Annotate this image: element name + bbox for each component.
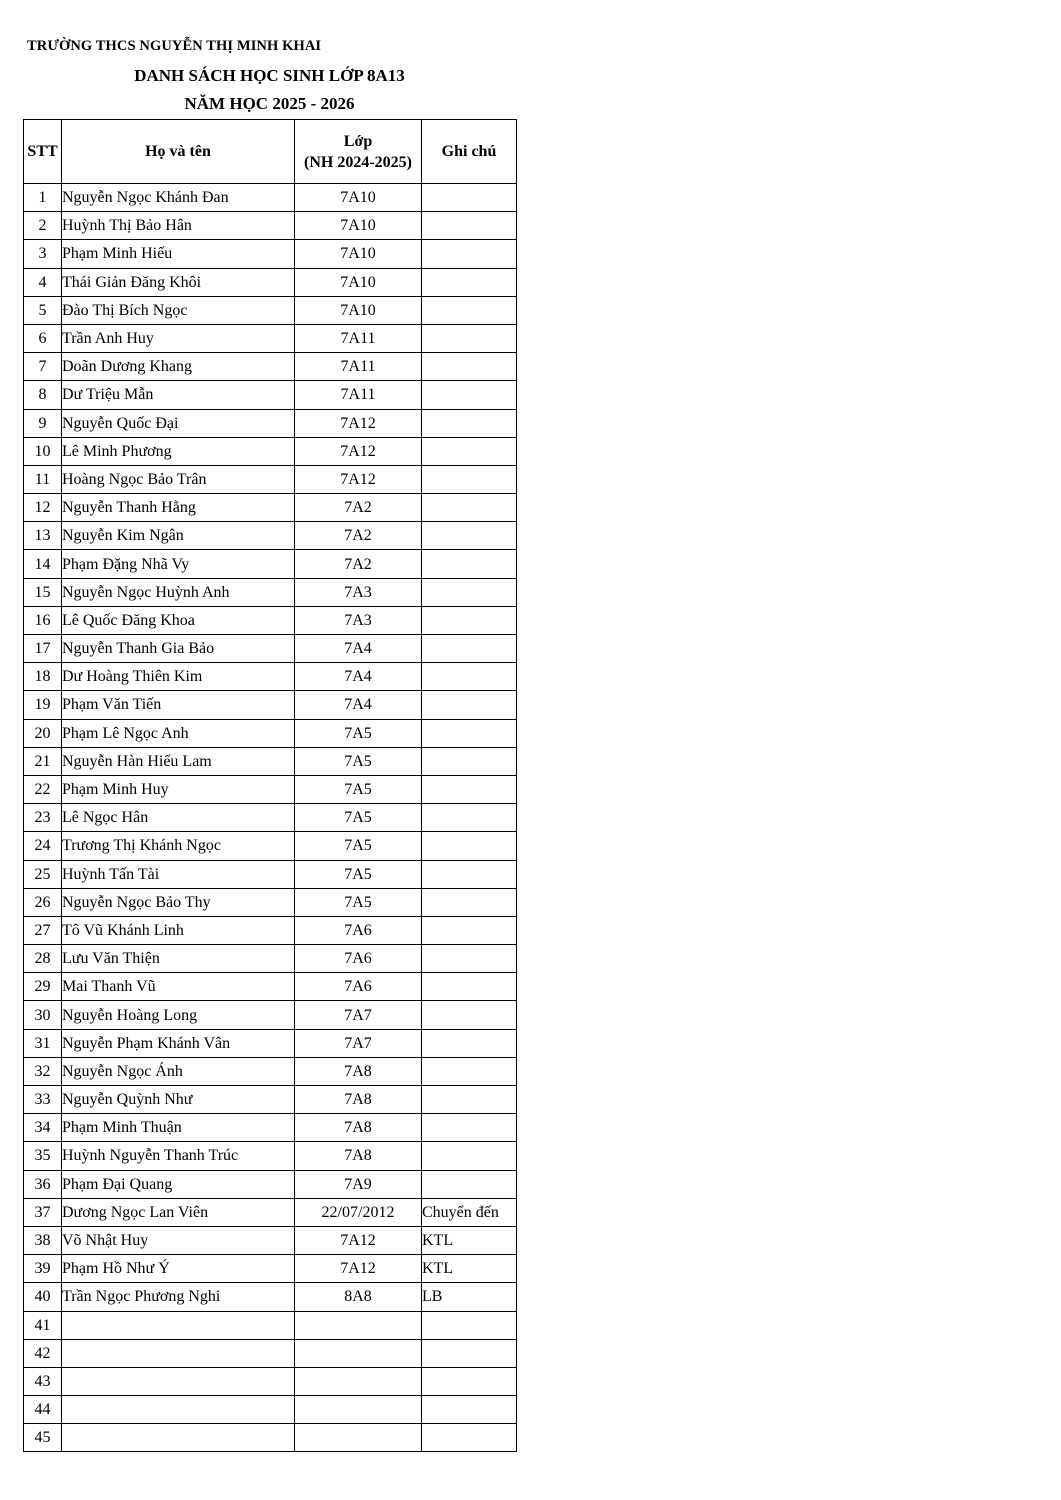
cell-class: 7A8	[295, 1057, 422, 1085]
cell-stt: 23	[24, 804, 62, 832]
table-row	[24, 1057, 517, 1085]
cell-name: Lê Ngọc Hân	[62, 804, 295, 832]
cell-name: Phạm Văn Tiến	[62, 691, 295, 719]
cell-stt: 32	[24, 1057, 62, 1085]
cell-stt: 30	[24, 1001, 62, 1029]
cell-name: Thái Giản Đăng Khôi	[62, 268, 295, 296]
cell-name: Phạm Minh Thuận	[62, 1114, 295, 1142]
cell-stt: 12	[24, 494, 62, 522]
cell-stt: 20	[24, 719, 62, 747]
cell-stt: 18	[24, 663, 62, 691]
table-row	[24, 353, 517, 381]
cell-note	[422, 184, 517, 212]
table-row	[24, 1226, 517, 1254]
cell-stt: 35	[24, 1142, 62, 1170]
cell-note	[422, 1367, 517, 1395]
cell-class: 7A5	[295, 888, 422, 916]
table-row	[24, 381, 517, 409]
table-row	[24, 1170, 517, 1198]
table-row	[24, 212, 517, 240]
cell-name: Doãn Dương Khang	[62, 353, 295, 381]
cell-name: Võ Nhật Huy	[62, 1226, 295, 1254]
table-row	[24, 1339, 517, 1367]
table-row	[24, 1086, 517, 1114]
cell-name: Phạm Đại Quang	[62, 1170, 295, 1198]
cell-stt: 21	[24, 747, 62, 775]
cell-class: 7A5	[295, 860, 422, 888]
col-header-class	[295, 120, 422, 184]
cell-name: Nguyễn Quốc Đại	[62, 409, 295, 437]
cell-stt: 4	[24, 268, 62, 296]
cell-note	[422, 804, 517, 832]
col-header-note: Ghi chú	[422, 120, 517, 184]
cell-class: 7A8	[295, 1142, 422, 1170]
cell-stt: 34	[24, 1114, 62, 1142]
table-body	[24, 184, 517, 1452]
cell-class: 7A10	[295, 240, 422, 268]
cell-note	[422, 1029, 517, 1057]
cell-note	[422, 1170, 517, 1198]
table-row	[24, 296, 517, 324]
cell-class: 7A9	[295, 1170, 422, 1198]
table-row	[24, 1001, 517, 1029]
cell-note	[422, 240, 517, 268]
cell-name: Phạm Lê Ngọc Anh	[62, 719, 295, 747]
cell-stt: 44	[24, 1396, 62, 1424]
cell-class: 7A5	[295, 775, 422, 803]
cell-note	[422, 381, 517, 409]
cell-name: Nguyễn Hoàng Long	[62, 1001, 295, 1029]
cell-name: Nguyễn Thanh Hằng	[62, 494, 295, 522]
table-row	[24, 1283, 517, 1311]
cell-class: 7A5	[295, 747, 422, 775]
cell-note	[422, 212, 517, 240]
cell-class: 7A10	[295, 212, 422, 240]
cell-note	[422, 945, 517, 973]
cell-stt: 45	[24, 1424, 62, 1452]
cell-class: 7A12	[295, 465, 422, 493]
table-row	[24, 973, 517, 1001]
table-row	[24, 494, 517, 522]
cell-stt: 43	[24, 1367, 62, 1395]
table-row	[24, 663, 517, 691]
table-row	[24, 268, 517, 296]
table-header-row	[24, 120, 517, 184]
cell-stt: 15	[24, 578, 62, 606]
cell-class: 7A4	[295, 691, 422, 719]
cell-name: Dư Triệu Mẫn	[62, 381, 295, 409]
school-year: NĂM HỌC 2025 - 2026	[184, 94, 355, 113]
table-row	[24, 1029, 517, 1057]
cell-stt: 36	[24, 1170, 62, 1198]
cell-stt: 22	[24, 775, 62, 803]
table-row	[24, 1142, 517, 1170]
cell-note	[422, 1086, 517, 1114]
cell-note	[422, 1114, 517, 1142]
cell-stt: 10	[24, 437, 62, 465]
cell-name: Nguyễn Ngọc Ánh	[62, 1057, 295, 1085]
cell-name: Nguyễn Ngọc Khánh Đan	[62, 184, 295, 212]
cell-stt: 5	[24, 296, 62, 324]
cell-class: 8A8	[295, 1283, 422, 1311]
cell-stt: 26	[24, 888, 62, 916]
cell-stt: 11	[24, 465, 62, 493]
cell-name: Phạm Đặng Nhã Vy	[62, 550, 295, 578]
cell-name	[62, 1367, 295, 1395]
cell-stt: 8	[24, 381, 62, 409]
table-row	[24, 1198, 517, 1226]
cell-note	[422, 324, 517, 352]
cell-class: 7A2	[295, 522, 422, 550]
cell-note	[422, 1142, 517, 1170]
table-row	[24, 888, 517, 916]
table-row	[24, 578, 517, 606]
cell-stt: 41	[24, 1311, 62, 1339]
cell-stt: 28	[24, 945, 62, 973]
cell-note	[422, 888, 517, 916]
cell-note: LB	[422, 1283, 517, 1311]
cell-class: 7A12	[295, 409, 422, 437]
cell-note	[422, 494, 517, 522]
cell-class	[295, 1311, 422, 1339]
cell-class: 7A2	[295, 494, 422, 522]
cell-class: 7A4	[295, 635, 422, 663]
cell-class: 7A12	[295, 1226, 422, 1254]
cell-note	[422, 578, 517, 606]
cell-class: 7A10	[295, 184, 422, 212]
cell-class: 7A6	[295, 916, 422, 944]
cell-class: 7A8	[295, 1086, 422, 1114]
cell-note	[422, 916, 517, 944]
cell-class: 7A12	[295, 437, 422, 465]
cell-name: Phạm Minh Hiếu	[62, 240, 295, 268]
cell-class: 7A10	[295, 296, 422, 324]
cell-stt: 33	[24, 1086, 62, 1114]
cell-stt: 14	[24, 550, 62, 578]
cell-note	[422, 635, 517, 663]
cell-name	[62, 1396, 295, 1424]
cell-class: 7A11	[295, 381, 422, 409]
cell-note	[422, 522, 517, 550]
cell-name: Nguyễn Kim Ngân	[62, 522, 295, 550]
cell-name: Nguyễn Ngọc Huỳnh Anh	[62, 578, 295, 606]
cell-name: Tô Vũ Khánh Linh	[62, 916, 295, 944]
cell-stt: 3	[24, 240, 62, 268]
cell-note	[422, 691, 517, 719]
col-header-class-line1: Lớp	[343, 132, 373, 150]
table-row	[24, 465, 517, 493]
cell-note: KTL	[422, 1226, 517, 1254]
table-row	[24, 184, 517, 212]
cell-class: 7A3	[295, 606, 422, 634]
cell-stt: 42	[24, 1339, 62, 1367]
cell-class: 7A3	[295, 578, 422, 606]
cell-stt: 1	[24, 184, 62, 212]
cell-name: Phạm Hồ Như Ý	[62, 1255, 295, 1283]
cell-stt: 9	[24, 409, 62, 437]
table-row	[24, 945, 517, 973]
cell-name: Trương Thị Khánh Ngọc	[62, 832, 295, 860]
table-row	[24, 1255, 517, 1283]
cell-stt: 27	[24, 916, 62, 944]
cell-name: Nguyễn Phạm Khánh Vân	[62, 1029, 295, 1057]
cell-stt: 2	[24, 212, 62, 240]
cell-class	[295, 1424, 422, 1452]
cell-note	[422, 465, 517, 493]
cell-class	[295, 1367, 422, 1395]
cell-name: Lê Minh Phương	[62, 437, 295, 465]
cell-class: 22/07/2012	[295, 1198, 422, 1226]
cell-name: Huỳnh Nguyễn Thanh Trúc	[62, 1142, 295, 1170]
cell-note	[422, 973, 517, 1001]
cell-note	[422, 606, 517, 634]
cell-note	[422, 1057, 517, 1085]
student-roster-table	[23, 119, 517, 1452]
cell-note	[422, 353, 517, 381]
cell-name: Huỳnh Tấn Tài	[62, 860, 295, 888]
cell-stt: 39	[24, 1255, 62, 1283]
table-row	[24, 635, 517, 663]
school-name: TRƯỜNG THCS NGUYỄN THỊ MINH KHAI	[27, 38, 322, 54]
cell-stt: 37	[24, 1198, 62, 1226]
cell-name: Nguyễn Quỳnh Như	[62, 1086, 295, 1114]
cell-class: 7A7	[295, 1001, 422, 1029]
cell-stt: 17	[24, 635, 62, 663]
cell-stt: 24	[24, 832, 62, 860]
table-row	[24, 324, 517, 352]
table-row	[24, 860, 517, 888]
cell-note: KTL	[422, 1255, 517, 1283]
cell-class: 7A11	[295, 324, 422, 352]
cell-note	[422, 550, 517, 578]
cell-name	[62, 1424, 295, 1452]
table-row	[24, 804, 517, 832]
cell-stt: 31	[24, 1029, 62, 1057]
table-row	[24, 522, 517, 550]
col-header-name: Họ và tên	[62, 120, 295, 184]
cell-note	[422, 1311, 517, 1339]
cell-stt: 29	[24, 973, 62, 1001]
cell-class: 7A6	[295, 945, 422, 973]
cell-note	[422, 409, 517, 437]
table-row	[24, 240, 517, 268]
cell-note	[422, 296, 517, 324]
cell-note	[422, 437, 517, 465]
cell-class: 7A8	[295, 1114, 422, 1142]
cell-class: 7A4	[295, 663, 422, 691]
table-row	[24, 606, 517, 634]
table-row	[24, 550, 517, 578]
cell-note	[422, 1339, 517, 1367]
cell-name: Nguyễn Ngọc Bảo Thy	[62, 888, 295, 916]
cell-name: Huỳnh Thị Bảo Hân	[62, 212, 295, 240]
table-row	[24, 1396, 517, 1424]
cell-class: 7A10	[295, 268, 422, 296]
table-row	[24, 1367, 517, 1395]
cell-name: Mai Thanh Vũ	[62, 973, 295, 1001]
table-row	[24, 409, 517, 437]
cell-class	[295, 1396, 422, 1424]
cell-class: 7A2	[295, 550, 422, 578]
cell-stt: 16	[24, 606, 62, 634]
cell-name: Trần Ngọc Phương Nghi	[62, 1283, 295, 1311]
cell-class	[295, 1339, 422, 1367]
cell-stt: 19	[24, 691, 62, 719]
cell-name: Dư Hoàng Thiên Kim	[62, 663, 295, 691]
col-header-class-line2: (NH 2024-2025)	[304, 153, 412, 171]
cell-name	[62, 1339, 295, 1367]
cell-note	[422, 719, 517, 747]
cell-class: 7A5	[295, 832, 422, 860]
cell-class: 7A11	[295, 353, 422, 381]
cell-note	[422, 1001, 517, 1029]
table-row	[24, 437, 517, 465]
cell-name: Lê Quốc Đăng Khoa	[62, 606, 295, 634]
cell-name: Dương Ngọc Lan Viên	[62, 1198, 295, 1226]
cell-note	[422, 747, 517, 775]
cell-name: Hoàng Ngọc Bảo Trân	[62, 465, 295, 493]
cell-note	[422, 268, 517, 296]
cell-stt: 7	[24, 353, 62, 381]
cell-stt: 6	[24, 324, 62, 352]
cell-note	[422, 1424, 517, 1452]
cell-class: 7A5	[295, 804, 422, 832]
cell-note	[422, 860, 517, 888]
document-title: DANH SÁCH HỌC SINH LỚP 8A13	[134, 66, 405, 85]
cell-name	[62, 1311, 295, 1339]
cell-note	[422, 775, 517, 803]
cell-class: 7A6	[295, 973, 422, 1001]
table-row	[24, 747, 517, 775]
cell-name: Đào Thị Bích Ngọc	[62, 296, 295, 324]
cell-name: Lưu Văn Thiện	[62, 945, 295, 973]
cell-stt: 25	[24, 860, 62, 888]
cell-note	[422, 663, 517, 691]
table-row	[24, 1311, 517, 1339]
cell-note	[422, 1396, 517, 1424]
table-row	[24, 719, 517, 747]
cell-name: Trần Anh Huy	[62, 324, 295, 352]
table-row	[24, 916, 517, 944]
cell-class: 7A12	[295, 1255, 422, 1283]
cell-note	[422, 832, 517, 860]
cell-name: Nguyễn Thanh Gia Bảo	[62, 635, 295, 663]
table-row	[24, 1114, 517, 1142]
cell-class: 7A5	[295, 719, 422, 747]
cell-stt: 40	[24, 1283, 62, 1311]
col-header-stt: STT	[24, 120, 62, 184]
cell-stt: 13	[24, 522, 62, 550]
cell-stt: 38	[24, 1226, 62, 1254]
cell-note: Chuyển đến	[422, 1198, 517, 1226]
cell-name: Nguyễn Hàn Hiểu Lam	[62, 747, 295, 775]
table-row	[24, 775, 517, 803]
table-row	[24, 691, 517, 719]
table-row	[24, 1424, 517, 1452]
cell-name: Phạm Minh Huy	[62, 775, 295, 803]
cell-class: 7A7	[295, 1029, 422, 1057]
table-row	[24, 832, 517, 860]
